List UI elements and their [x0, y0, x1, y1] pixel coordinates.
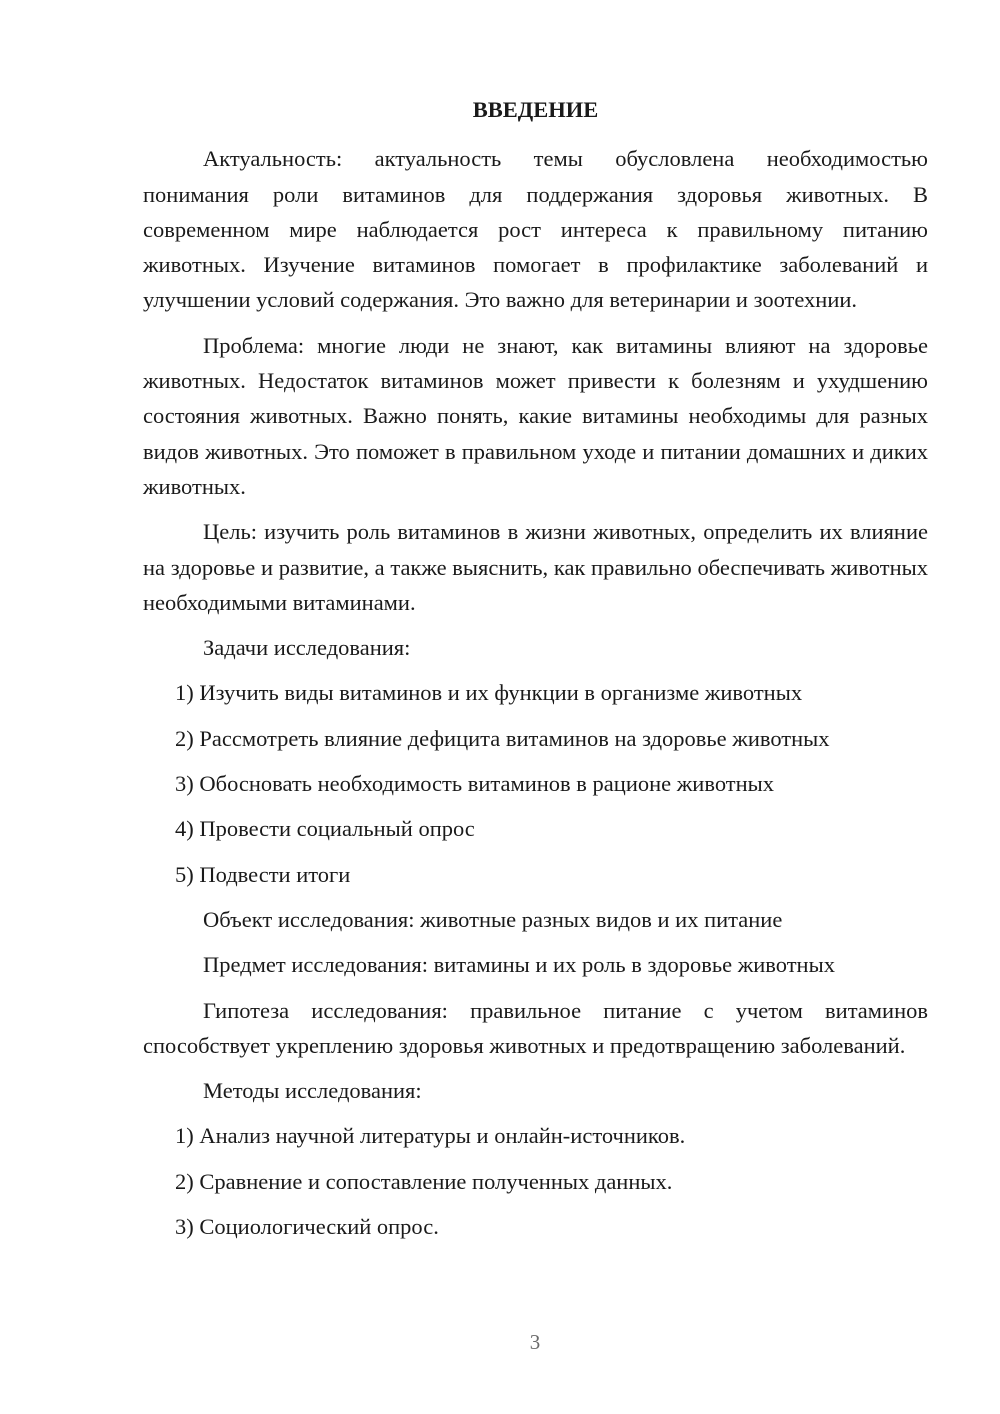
methods-heading: Методы исследования:: [203, 1078, 422, 1104]
methods-list: [143, 1118, 928, 1244]
subject-paragraph: Предмет исследования: витамины и их роль в здоровье животных: [203, 952, 835, 978]
goal-paragraph: Цель: изучить роль витаминов в жизни животных, определить их влияние на здоровье и развитие, а также выяснить, как правильно обеспечивать животных необходимыми витаминами.: [143, 519, 928, 615]
list-item: 3) Социологический опрос.: [175, 1214, 439, 1240]
list-item: 2) Рассмотреть влияние дефицита витаминов на здоровье животных: [175, 725, 830, 751]
hypothesis-paragraph: Гипотеза исследования: правильное питание с учетом витаминов способствует укреплению здоровья животных и предотвращению заболеваний.: [143, 997, 928, 1058]
tasks-heading: Задачи исследования:: [203, 635, 411, 661]
list-item: 1) Анализ научной литературы и онлайн-источников.: [175, 1123, 686, 1149]
relevance-paragraph: Актуальность: актуальность темы обусловлена необходимостью понимания роли витаминов для поддержания здоровья животных. В современном мире наблюдается рост интереса к правильному питанию животных. Изучение витаминов помогает в профилактике заболеваний и улучшении условий содержания. Это важно для ветеринарии и зоотехнии.: [143, 146, 928, 313]
page-number: 3: [529, 1330, 541, 1354]
list-item: 3) Обосновать необходимость витаминов в рационе животных: [175, 771, 775, 797]
list-item: 2) Сравнение и сопоставление полученных данных.: [175, 1168, 673, 1194]
section-title: ВВЕДЕНИЕ: [472, 97, 599, 122]
tasks-list: [143, 675, 928, 891]
list-item: 4) Провести социальный опрос: [175, 816, 475, 842]
problem-paragraph: Проблема: многие люди не знают, как витамины влияют на здоровье животных. Недостаток витаминов может привести к болезням и ухудшению состояния животных. Важно понять, какие витамины необходимы для разных видов животных. Это поможет в правильном уходе и питании домашних и диких животных.: [143, 332, 928, 499]
object-paragraph: Объект исследования: животные разных видов и их питание: [203, 906, 783, 932]
document-body: [143, 92, 928, 1254]
list-item: 1) Изучить виды витаминов и их функции в организме животных: [175, 680, 803, 706]
list-item: 5) Подвести итоги: [175, 861, 351, 887]
